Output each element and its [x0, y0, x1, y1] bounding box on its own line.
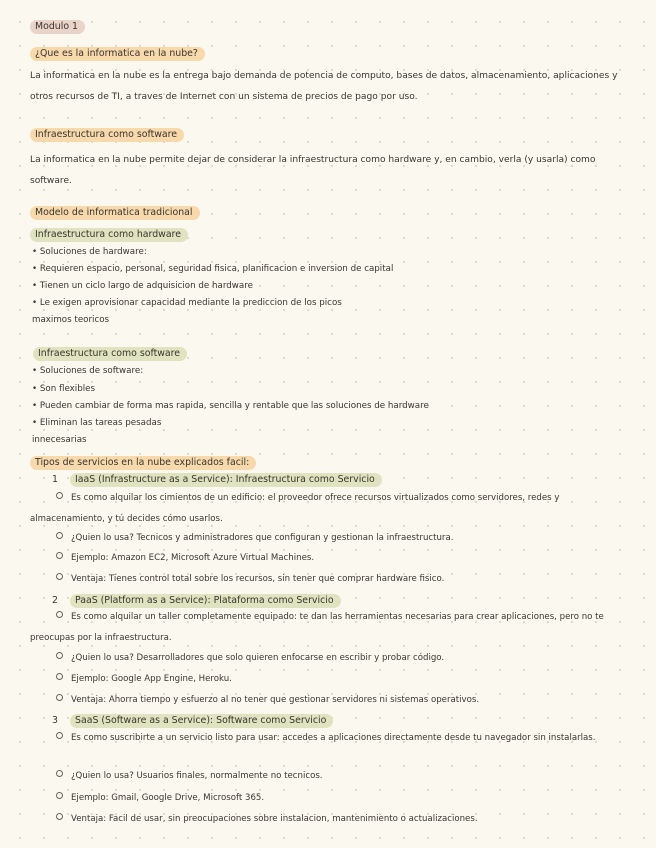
hardware-bullet: • Le exigen aprovisionar capacidad mediante la prediccion de los picos: [32, 298, 342, 308]
software-heading-text: Infraestructura como software: [33, 347, 187, 361]
module-title-text: Modulo 1: [30, 20, 85, 34]
software-bullet: • Son flexibles: [32, 384, 96, 394]
software-bullet: • Pueden cambiar de forma mas rapida, sencilla y rentable que las soluciones de hardware: [32, 401, 429, 411]
service-title-iaas: [52, 473, 382, 487]
section2-heading-text: Infraestructura como software: [30, 128, 184, 142]
service-advantage: [56, 813, 478, 825]
service-example: [56, 792, 264, 804]
software-bullet-cont: innecesarias: [32, 435, 87, 445]
service-description-text: Es como suscribirte a un servicio listo para usar: accedes a aplicaciones directamente desde tu navegador sin instalarlas.: [71, 733, 596, 743]
circle-bullet-icon: [56, 611, 63, 618]
service-advantage-text: Ventaja: Ahorra tiempo y esfuerzo al no tener que gestionar servidores ni sistemas operativos.: [71, 695, 480, 705]
service-title-text: SaaS (Software as a Service): Software como Servicio: [70, 714, 333, 728]
circle-bullet-icon: [56, 770, 63, 777]
service-description: [30, 607, 634, 648]
service-title-text: PaaS (Platform as a Service): Plataforma como Servicio: [70, 594, 341, 608]
hardware-bullet-cont: maximos teoricos: [32, 315, 110, 325]
section1-body: La informatica en la nube es la entrega bajo demanda de potencia de computo, bases de datos, almacenamiento, aplicaciones y otros recursos de TI, a traves de Internet con un sistema de precios de pago por uso.: [30, 71, 618, 102]
circle-bullet-icon: [56, 694, 63, 701]
hardware-bullet: • Tienen un ciclo largo de adquisicion de hardware: [32, 281, 253, 291]
service-who-text: ¿Quien lo usa? Desarrolladores que solo quieren enfocarse en escribir y probar código.: [71, 653, 445, 663]
service-advantage-text: Ventaja: Tienes control total sobre los recursos, sin tener que comprar hardware fisico.: [71, 574, 445, 584]
service-title-paas: [52, 594, 341, 608]
service-advantage: [56, 573, 444, 585]
circle-bullet-icon: [56, 813, 63, 820]
service-number: 1: [52, 474, 58, 485]
circle-bullet-icon: [56, 673, 63, 680]
hardware-heading: [30, 228, 188, 242]
service-example: [56, 552, 314, 564]
software-bullet: • Soluciones de software:: [32, 366, 144, 376]
service-title-text: IaaS (Infrastructure as a Service): Infraestructura como Servicio: [70, 473, 382, 487]
service-advantage: [56, 694, 479, 706]
service-number: 3: [52, 715, 58, 726]
service-example-text: Ejemplo: Amazon EC2, Microsoft Azure Virtual Machines.: [71, 553, 315, 563]
section3-heading-text: Modelo de informatica tradicional: [30, 206, 200, 220]
circle-bullet-icon: [56, 573, 63, 580]
section4-heading: [30, 456, 256, 470]
service-title-saas: [52, 714, 333, 728]
circle-bullet-icon: [56, 552, 63, 559]
circle-bullet-icon: [56, 792, 63, 799]
hardware-bullet: • Requieren espacio, personal, seguridad fisica, planificacion e inversion de capital: [32, 264, 394, 274]
software-bullet: • Eliminan las tareas pesadas: [32, 418, 162, 428]
service-example-text: Ejemplo: Google App Engine, Heroku.: [71, 674, 232, 684]
software-heading: [33, 347, 187, 361]
service-description: [30, 488, 634, 529]
section3-heading: [30, 206, 200, 220]
hardware-bullet: • Soluciones de hardware:: [32, 247, 147, 257]
section1-heading-text: ¿Que es la informatica en la nube?: [30, 47, 205, 61]
section2-heading: [30, 128, 184, 142]
circle-bullet-icon: [56, 532, 63, 539]
service-description-text: Es como alquilar un taller completamente equipado: te dan las herramientas necesarias para crear aplicaciones, pero no te preocupas por la infraestructura.: [30, 612, 604, 643]
section2-body: La informatica en la nube permite dejar de considerar la infraestructura como hardware y, en cambio, verla (y usarla) como software.: [30, 155, 596, 186]
service-number: 2: [52, 595, 58, 606]
service-who-text: ¿Quien lo usa? Tecnicos y administradores que configuran y gestionan la infraestructura.: [71, 533, 454, 543]
section4-heading-text: Tipos de servicios en la nube explicados facil:: [30, 456, 256, 470]
service-who: [56, 652, 444, 664]
circle-bullet-icon: [56, 652, 63, 659]
hardware-heading-text: Infraestructura como hardware: [30, 228, 188, 242]
service-example-text: Ejemplo: Gmail, Google Drive, Microsoft 365.: [71, 793, 265, 803]
circle-bullet-icon: [56, 732, 63, 739]
circle-bullet-icon: [56, 492, 63, 499]
service-description: [30, 728, 634, 749]
service-example: [56, 673, 232, 685]
service-description-text: Es como alquilar los cimientos de un edificio: el proveedor ofrece recursos virtualizados como servidores, redes y almacenamiento, y tú decides cómo usarlos.: [30, 493, 560, 524]
service-advantage-text: Ventaja: Facil de usar, sin preocupaciones sobre instalacion, mantenimiento o actualizaciones.: [71, 814, 478, 824]
service-who: [56, 770, 323, 782]
service-who-text: ¿Quien lo usa? Usuarios finales, normalmente no tecnicos.: [71, 771, 323, 781]
service-who: [56, 532, 453, 544]
module-title: [30, 20, 85, 34]
section1-heading: [30, 47, 205, 61]
